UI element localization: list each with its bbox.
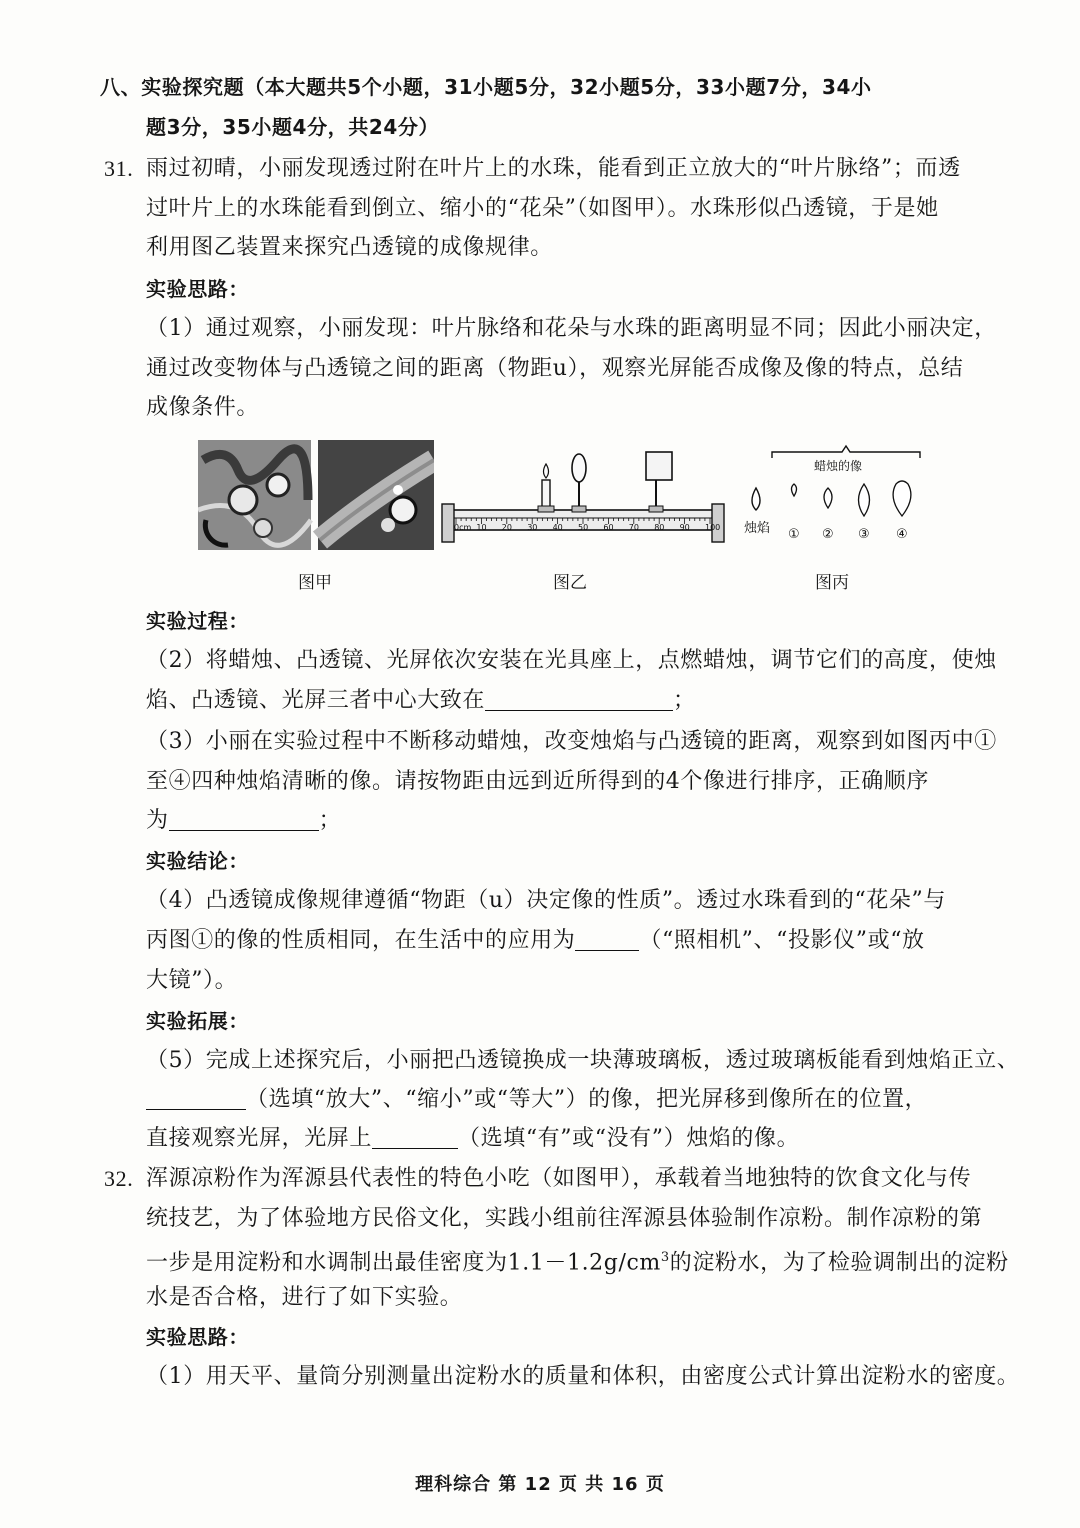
question-31-number: 31. xyxy=(104,156,134,181)
bench-scale-label: 40 xyxy=(552,523,563,532)
candle-image-4-number: ④ xyxy=(896,527,908,542)
q31-part5-line3-end: （选填“有”或“没有”）烛焰的像。 xyxy=(458,1126,800,1151)
q31-part2-line2 xyxy=(146,686,696,716)
answer-blank-4[interactable] xyxy=(575,928,639,951)
candle-image-1-number: ① xyxy=(788,527,800,542)
q31-part3-line3 xyxy=(146,806,341,836)
q31-part1-line1: （1）通过观察，小丽发现：叶片脉络和花朵与水珠的距离明显不同；因此小丽决定， xyxy=(146,316,997,341)
convex-lens xyxy=(572,454,586,512)
answer-blank-2[interactable] xyxy=(485,688,673,711)
flame-label: 烛焰 xyxy=(744,521,771,536)
q31-part3-line2: 至④四种烛焰清晰的像。请按物距由远到近所得到的4个像进行排序，正确顺序 xyxy=(146,769,929,794)
light-screen xyxy=(646,452,672,512)
candle-image-3-number: ③ xyxy=(858,527,870,542)
q32-intro-line3-end: 的淀粉水，为了检验调制出的淀粉 xyxy=(669,1250,1009,1276)
q31-part1-line2: 通过改变物体与凸透镜之间的距离（物距u），观察光屏能否成像及像的特点，总结 xyxy=(146,356,964,381)
candle-on-bench xyxy=(538,464,554,512)
q31-intro-line2: 过叶片上的水珠能看到倒立、缩小的“花朵”（如图甲）。水珠形似凸透镜，于是她 xyxy=(146,196,939,221)
q31-part5-line1: （5）完成上述探究后，小丽把凸透镜换成一块薄玻璃板，透过玻璃板能看到烛焰正立、 xyxy=(146,1048,1020,1073)
figure-a-photos xyxy=(198,440,434,550)
q31-part5-line3 xyxy=(146,1124,799,1154)
section-heading-line1: 八、实验探究题（本大题共5个小题，31小题5分，32小题5分，33小题7分，34小 xyxy=(100,75,872,99)
cubic-superscript: 3 xyxy=(660,1250,670,1265)
candle-image-2-number: ② xyxy=(822,527,834,542)
figure-b-caption: 图乙 xyxy=(553,573,587,593)
q31-part2-line1: （2）将蜡烛、凸透镜、光屏依次安装在光具座上，点燃蜡烛，调节它们的高度，使烛 xyxy=(146,648,997,673)
figure-c-caption: 图丙 xyxy=(815,573,849,593)
figure-c-title: 蜡烛的像 xyxy=(814,459,863,473)
heading-experiment-idea: 实验思路： xyxy=(146,277,249,301)
bench-scale-label: 80 xyxy=(654,523,665,532)
figure-b-optical-bench xyxy=(438,448,728,548)
q31-part2-line2-text: 焰、凸透镜、光屏三者中心大致在 xyxy=(146,688,486,713)
q31-part4-line3: 大镜”）。 xyxy=(146,968,238,993)
bench-scale-label: 10 xyxy=(476,523,487,532)
figure-c-candle-images xyxy=(738,444,928,554)
candle-image-2 xyxy=(824,488,832,508)
bench-scale-label: 70 xyxy=(628,523,639,532)
q32-intro-line4: 水是否合格，进行了如下实验。 xyxy=(146,1285,463,1310)
page-footer: 理科综合 第 12 页 共 16 页 xyxy=(415,1474,665,1495)
q31-part3-line3-end: ； xyxy=(318,808,342,833)
q32-intro-line3-text: 一步是用淀粉和水调制出最佳密度为1.1－1.2g/cm xyxy=(146,1250,661,1276)
answer-blank-5b[interactable] xyxy=(372,1126,458,1149)
q31-intro-line1: 雨过初晴，小丽发现透过附在叶片上的水珠，能看到正立放大的“叶片脉络”；而透 xyxy=(146,156,961,181)
q32-intro-line2: 统技艺，为了体验地方民俗文化，实践小组前往浑源县体验制作凉粉。制作凉粉的第 xyxy=(146,1206,983,1231)
candle-image-3 xyxy=(859,484,870,516)
q31-part4-line2-end: （“照相机”、“投影仪”或“放 xyxy=(639,928,925,953)
q31-part4-line2 xyxy=(146,926,925,956)
q31-part3-line1: （3）小丽在实验过程中不断移动蜡烛，改变烛焰与凸透镜的距离，观察到如图丙中① xyxy=(146,729,997,754)
q31-part2-line2-end: ； xyxy=(673,688,696,713)
q31-intro-line3: 利用图乙装置来探究凸透镜的成像规律。 xyxy=(146,235,553,260)
bench-scale-label: 60 xyxy=(603,523,614,532)
candle-image-4 xyxy=(893,481,911,516)
candle-image-1 xyxy=(792,484,797,496)
bench-scale-label: 100 xyxy=(705,523,721,532)
bench-scale-label: 50 xyxy=(578,523,589,532)
bench-scale-label: 0cm xyxy=(454,523,472,532)
q32-heading-experiment-idea: 实验思路： xyxy=(146,1325,249,1349)
bench-scale-label: 30 xyxy=(527,523,538,532)
heading-experiment-extension: 实验拓展： xyxy=(146,1009,249,1033)
q31-part1-line3: 成像条件。 xyxy=(146,395,260,420)
q31-part4-line2-text: 丙图①的像的性质相同，在生活中的应用为 xyxy=(146,928,576,953)
q31-part5-line2-text: （选填“放大”、“缩小”或“等大”）的像，把光屏移到像所在的位置， xyxy=(246,1087,928,1112)
question-32-number: 32. xyxy=(104,1166,134,1191)
heading-experiment-process: 实验过程： xyxy=(146,609,249,633)
bench-scale-label: 90 xyxy=(679,523,690,532)
q32-intro-line3 xyxy=(146,1243,1009,1278)
original-flame xyxy=(752,488,760,510)
q31-part5-line2 xyxy=(146,1085,927,1115)
figure-a-caption: 图甲 xyxy=(298,573,332,593)
bench-scale-label: 20 xyxy=(501,523,512,532)
section-heading-line2: 题3分，35小题4分，共24分） xyxy=(146,115,440,139)
q31-part5-line3-text: 直接观察光屏，光屏上 xyxy=(146,1126,373,1151)
q32-intro-line1: 浑源凉粉作为浑源县代表性的特色小吃（如图甲），承载着当地独特的饮食文化与传 xyxy=(146,1166,972,1191)
q32-part1-line1: （1）用天平、量筒分别测量出淀粉水的质量和体积，由密度公式计算出淀粉水的密度。 xyxy=(146,1364,1020,1389)
answer-blank-5a[interactable] xyxy=(146,1087,246,1110)
q31-part4-line1: （4）凸透镜成像规律遵循“物距（u）决定像的性质”。透过水珠看到的“花朵”与 xyxy=(146,888,946,913)
heading-experiment-conclusion: 实验结论： xyxy=(146,849,249,873)
q31-part3-line3-text: 为 xyxy=(146,808,169,833)
answer-blank-3[interactable] xyxy=(169,808,319,831)
